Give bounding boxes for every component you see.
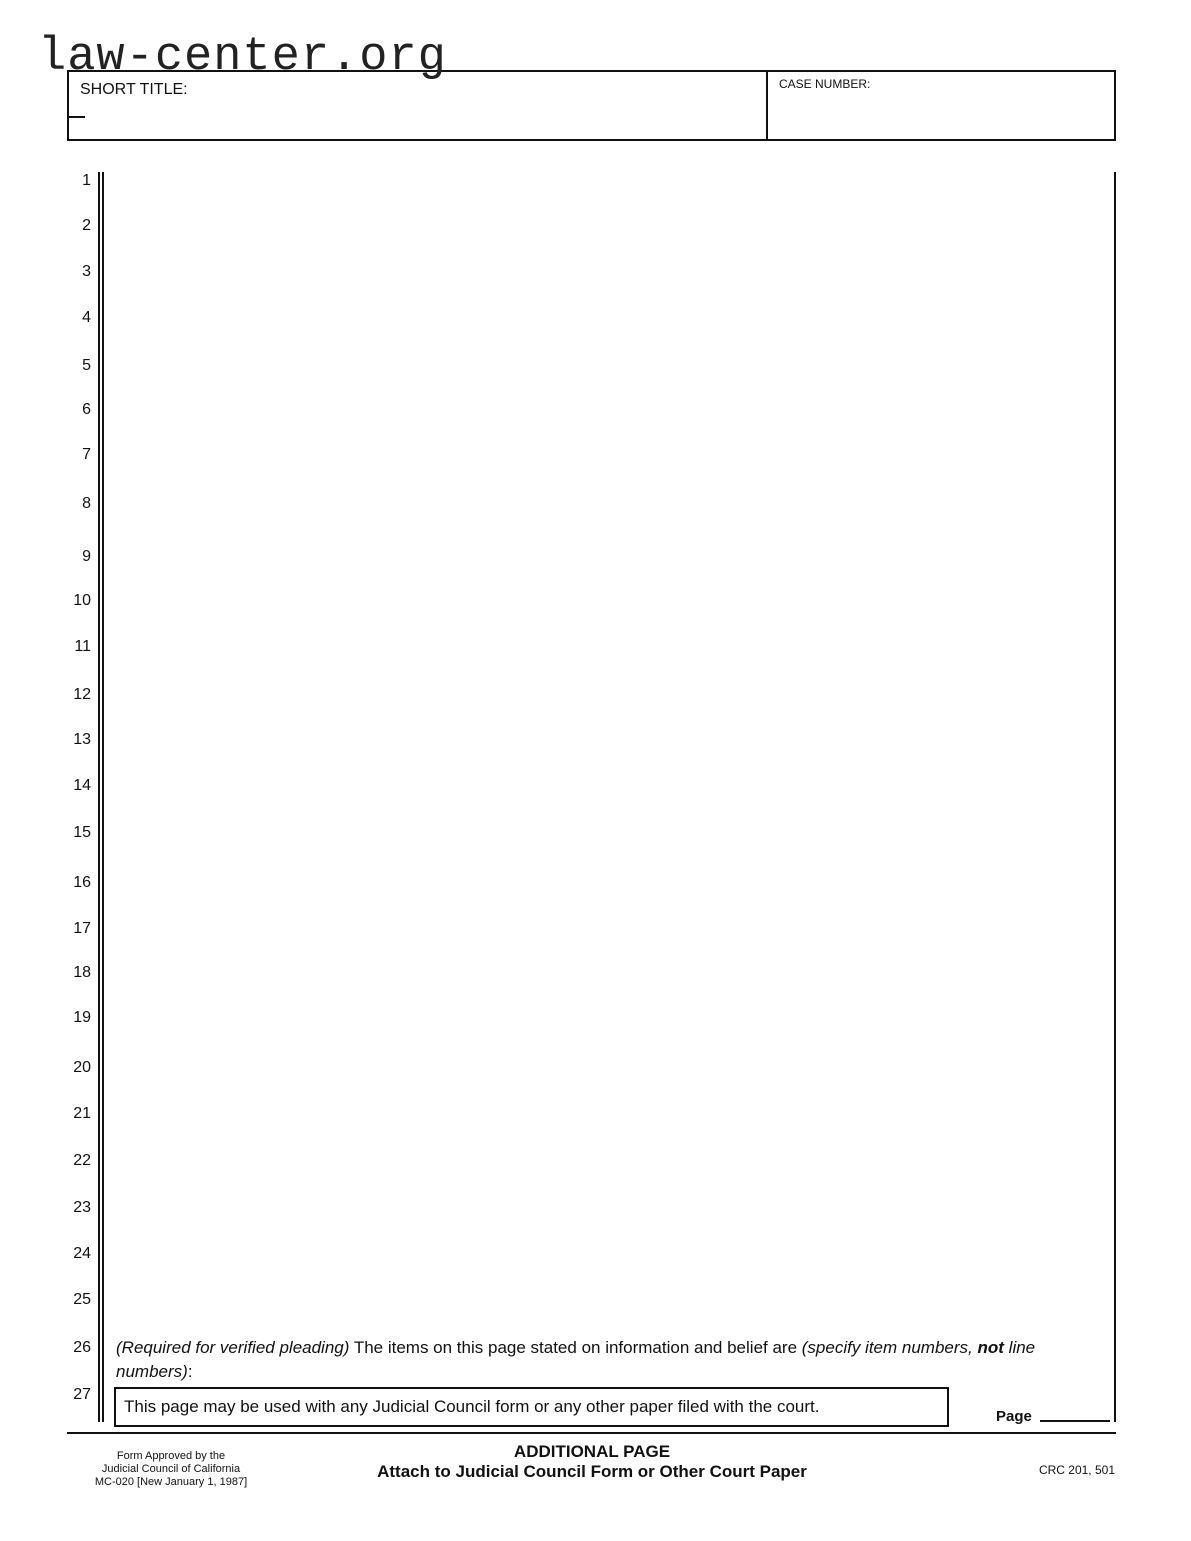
line-number: 24 <box>73 1245 91 1262</box>
line-number: 4 <box>82 309 91 326</box>
line-number: 13 <box>73 731 91 748</box>
footer-divider <box>67 1432 1116 1434</box>
notice-box: This page may be used with any Judicial Council form or any other paper filed with the court. <box>114 1387 949 1427</box>
form-subtitle: Attach to Judicial Council Form or Other Court Paper <box>377 1462 807 1481</box>
line-number: 21 <box>73 1105 91 1122</box>
verification-text: The items on this page stated on information and belief are <box>349 1338 802 1357</box>
page-label: Page <box>996 1408 1032 1425</box>
line-number: 9 <box>82 548 91 565</box>
form-approval-info <box>80 1450 262 1489</box>
form-title-block <box>350 1442 834 1482</box>
line-number: 16 <box>73 874 91 891</box>
left-margin-line-outer <box>98 172 100 1422</box>
line-number: 17 <box>73 920 91 937</box>
watermark-text: law-center.org <box>38 31 447 84</box>
line-number: 2 <box>82 217 91 234</box>
pleading-body-area[interactable] <box>110 172 1110 1332</box>
header-divider <box>766 70 768 141</box>
line-number: 26 <box>73 1339 91 1356</box>
verification-colon: : <box>187 1362 193 1381</box>
verification-italic-lead: (Required for verified pleading) <box>116 1338 350 1357</box>
line-number: 22 <box>73 1152 91 1169</box>
line-number: 6 <box>82 401 91 418</box>
line-number: 20 <box>73 1059 91 1076</box>
line-number: 12 <box>73 686 91 703</box>
line-number: 18 <box>73 964 91 981</box>
verification-bold-not: not <box>977 1338 1004 1357</box>
line-number: 7 <box>82 446 91 463</box>
right-margin-line <box>1114 172 1116 1422</box>
line-number: 14 <box>73 777 91 794</box>
line-number: 19 <box>73 1009 91 1026</box>
line-number: 27 <box>73 1386 91 1403</box>
form-approval-line3: MC-020 [New January 1, 1987] <box>94 1476 248 1488</box>
form-title: ADDITIONAL PAGE <box>513 1442 671 1461</box>
line-number: 10 <box>73 592 91 609</box>
line-number: 23 <box>73 1199 91 1216</box>
case-number-field[interactable] <box>779 95 1109 135</box>
verification-statement <box>116 1336 1096 1384</box>
line-number: 3 <box>82 263 91 280</box>
field-corner-mark <box>67 116 85 118</box>
page-number-field[interactable] <box>1040 1420 1110 1422</box>
line-number: 11 <box>74 638 91 655</box>
short-title-field[interactable] <box>80 104 760 134</box>
rule-reference: CRC 201, 501 <box>1038 1463 1115 1477</box>
form-approval-line1: Form Approved by the <box>116 1450 226 1462</box>
line-number: 15 <box>73 824 91 841</box>
line-number: 1 <box>82 172 91 189</box>
short-title-label: SHORT TITLE: <box>80 81 188 98</box>
line-number: 25 <box>73 1291 91 1308</box>
case-number-label: CASE NUMBER: <box>779 77 871 91</box>
verification-italic-tail: line numbers) <box>116 1338 1036 1381</box>
line-number: 5 <box>82 357 91 374</box>
form-approval-line2: Judicial Council of California <box>101 1463 241 1475</box>
left-margin-line-inner <box>102 172 104 1422</box>
verification-italic-spec: (specify item numbers, <box>801 1338 978 1357</box>
line-number: 8 <box>82 495 91 512</box>
